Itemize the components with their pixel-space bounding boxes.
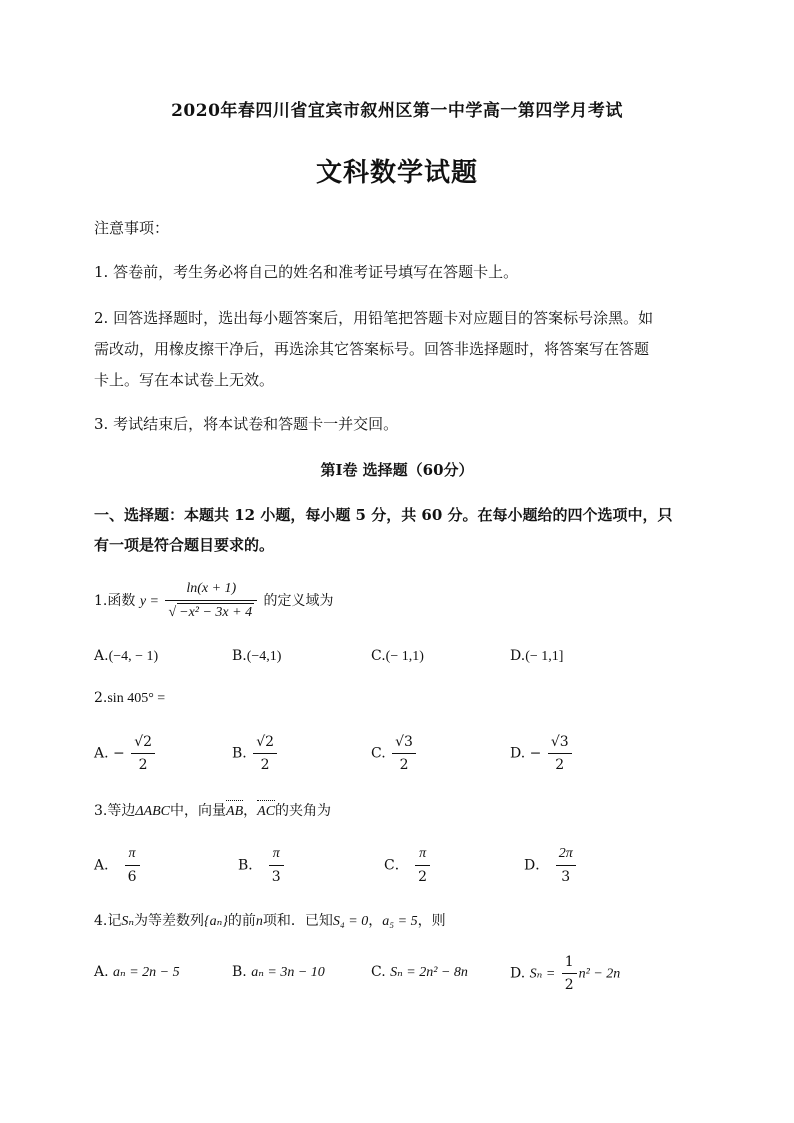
q1-fraction <box>165 580 257 622</box>
section-instruction-line2: 有一项是符合题目要求的。 <box>94 536 275 554</box>
q3-option-a-den: 6 <box>127 869 137 885</box>
q3-option-b-label: B． <box>238 857 263 874</box>
q1-option-a <box>94 648 158 665</box>
q2-number: 2. <box>94 690 108 706</box>
q3-option-b-num: π <box>269 845 284 866</box>
q2-option-c-den: 2 <box>399 757 409 773</box>
q4-suffix: ，则 <box>417 913 446 929</box>
q4-mid1: 为等差数列 <box>134 913 205 929</box>
q1-option-b-label: B. <box>232 648 247 664</box>
q3-option-c-den: 2 <box>418 869 428 885</box>
q3-option-a <box>94 845 142 886</box>
q3-option-b-fraction <box>269 845 284 886</box>
notice-item-3: 3. 考试结束后，将本试卷和答题卡一并交回。 <box>94 415 399 433</box>
q1-option-d-value: (− 1,1] <box>525 649 564 664</box>
q4-prefix: 4.记 <box>94 913 122 929</box>
q4-option-c <box>371 964 468 981</box>
q1-prefix: 1.函数 <box>94 593 136 609</box>
q3-option-a-num: π <box>125 845 140 866</box>
q2-option-b-fraction <box>253 733 277 774</box>
q4-option-a-value: aₙ = 2n − 5 <box>113 965 180 980</box>
q2-option-d-den: 2 <box>555 757 565 773</box>
q4-option-d <box>510 953 620 994</box>
q2-option-c-fraction <box>392 733 416 774</box>
q3-option-c-label: C． <box>384 857 409 874</box>
q2-option-a-den: 2 <box>138 757 148 773</box>
q3-option-d-den: 3 <box>561 869 571 885</box>
notice-item-2-line2: 需改动，用橡皮擦干净后，再选涂其它答案标号。回答非选择题时，将答案写在答题 <box>94 340 650 358</box>
q1-radicand: −x² − 3x + 4 <box>179 605 253 620</box>
q2-option-d-num: √3 <box>548 733 572 754</box>
q1-option-a-label: A. <box>94 648 109 664</box>
notice-item-2-line1: 2. 回答选择题时，选出每小题答案后，用铅笔把答题卡对应题目的答案标号涂黑。如 <box>94 309 654 327</box>
q2-option-b-num: √2 <box>253 733 277 754</box>
q4-option-d-label: D. <box>510 965 526 982</box>
q1-option-b <box>232 648 281 665</box>
q2-option-b <box>232 733 279 774</box>
q4-option-d-num: 1 <box>562 953 577 974</box>
q3-option-a-fraction <box>125 845 140 886</box>
q3-option-c <box>384 845 432 886</box>
q1-option-c-value: (− 1,1) <box>385 649 424 664</box>
q4-condition-s4: S₄ = 0 <box>332 914 369 929</box>
q2-expression: sin 405° = <box>107 691 166 706</box>
q2-option-b-den: 2 <box>260 757 270 773</box>
q3-vector-ab: AB <box>226 804 244 819</box>
q1-option-a-value: (−4, − 1) <box>108 649 159 664</box>
q2-option-a <box>94 733 157 774</box>
q2-option-d <box>510 733 574 774</box>
q3-option-d-num: 2π <box>556 845 576 866</box>
q4-option-a-label: A. <box>94 964 109 980</box>
q4-option-d-den: 2 <box>564 977 574 993</box>
q1-lhs: y = <box>139 594 159 609</box>
q4-option-b-label: B. <box>232 964 247 980</box>
question-4 <box>94 910 446 930</box>
q2-option-b-label: B. <box>232 745 247 762</box>
q2-option-d-label: D. <box>510 745 526 762</box>
q1-option-d <box>510 648 563 665</box>
q4-mid3: 项和．已知 <box>262 913 333 929</box>
q2-option-a-label: A. <box>94 745 109 762</box>
q3-option-d-label: D． <box>524 857 550 874</box>
q2-option-a-fraction <box>131 733 155 774</box>
q4-option-b <box>232 964 325 981</box>
q3-option-b-den: 3 <box>271 869 281 885</box>
q3-mid: 中，向量 <box>170 803 227 819</box>
q2-option-d-sign: − <box>529 745 542 762</box>
notice-item-1: 1. 答卷前，考生务必将自己的姓名和准考证号填写在答题卡上。 <box>94 263 519 281</box>
section-instruction-line1: 一、选择题：本题共 12 小题，每小题 5 分，共 60 分。在每小题给的四个选项中，只 <box>94 506 673 524</box>
q4-option-d-lhs: Sₙ = <box>529 966 556 982</box>
q3-option-d <box>524 845 578 886</box>
section-title: 第I卷 选择题（60分） <box>320 461 474 479</box>
q1-option-d-label: D. <box>510 648 526 664</box>
q3-suffix: 的夹角为 <box>275 803 332 819</box>
q2-option-a-sign: − <box>113 745 125 762</box>
q4-option-a <box>94 964 180 981</box>
q4-an: {aₙ} <box>204 914 228 929</box>
q2-option-c-num: √3 <box>392 733 416 754</box>
q3-option-b <box>238 845 286 886</box>
question-3 <box>94 800 331 820</box>
q4-option-c-label: C. <box>371 964 386 980</box>
question-1 <box>94 580 334 622</box>
q4-sn: Sₙ <box>121 914 135 929</box>
q2-option-c <box>371 733 418 774</box>
q1-option-c-label: C. <box>371 648 386 664</box>
q4-comma: ， <box>368 913 383 929</box>
q4-n: n <box>255 914 263 929</box>
notice-item-2-line3: 卡上。写在本试卷上无效。 <box>94 371 275 389</box>
q1-suffix: 的定义域为 <box>263 593 334 609</box>
q2-option-c-label: C. <box>371 745 386 762</box>
q4-option-c-value: Sₙ = 2n² − 8n <box>390 965 468 980</box>
q3-prefix: 3.等边 <box>94 803 136 819</box>
q2-option-a-num: √2 <box>131 733 155 754</box>
q1-denominator: √ −x² − 3x + 4 <box>168 605 253 620</box>
q4-condition-a5: a₅ = 5 <box>382 914 418 929</box>
q2-option-d-fraction <box>548 733 572 774</box>
q3-separator: ， <box>243 803 258 819</box>
question-2 <box>94 690 165 707</box>
q3-option-a-label: A． <box>94 857 119 874</box>
q1-option-c <box>371 648 424 665</box>
exam-title: 2020年春四川省宜宾市叙州区第一中学高一第四学月考试 <box>171 101 623 121</box>
q3-option-d-fraction <box>556 845 576 886</box>
q4-mid2: 的前 <box>227 913 256 929</box>
notice-heading: 注意事项： <box>94 219 170 237</box>
exam-subtitle: 文科数学试题 <box>315 158 478 188</box>
q3-option-c-num: π <box>415 845 430 866</box>
q4-option-b-value: aₙ = 3n − 10 <box>251 965 325 980</box>
q1-option-b-value: (−4,1) <box>246 649 282 664</box>
q1-numerator: ln(x + 1) <box>165 580 257 601</box>
q3-option-c-fraction <box>415 845 430 886</box>
q3-vector-ac: AC <box>257 804 276 819</box>
q4-option-d-fraction <box>562 953 577 994</box>
q3-triangle: ΔABC <box>135 804 171 819</box>
q4-option-d-rhs: n² − 2n <box>578 966 621 982</box>
